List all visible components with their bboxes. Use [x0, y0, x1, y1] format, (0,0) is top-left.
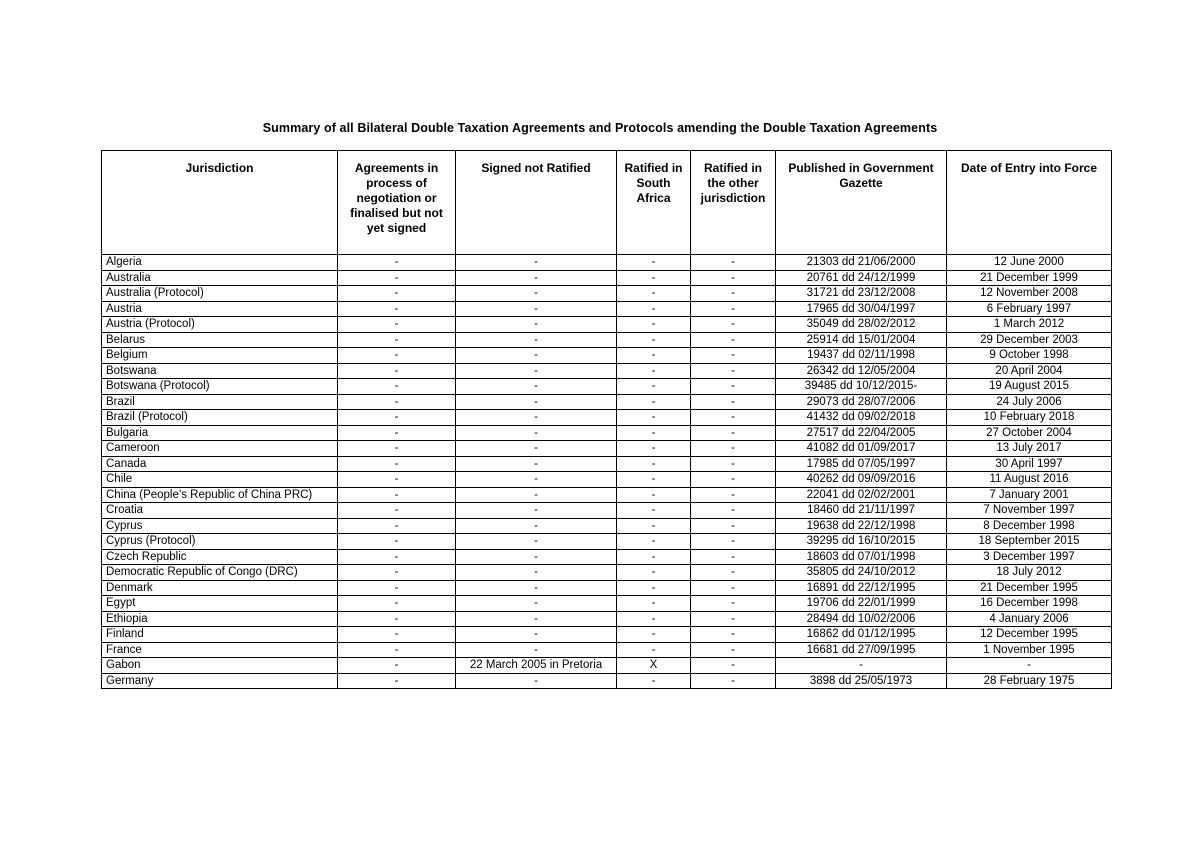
jurisdiction-cell: Austria	[102, 301, 338, 317]
jurisdiction-cell: Canada	[102, 456, 338, 472]
entry-into-force-cell: 18 September 2015	[947, 534, 1112, 550]
ratified-other-cell: -	[691, 332, 776, 348]
in-process-cell: -	[338, 363, 456, 379]
in-process-cell: -	[338, 332, 456, 348]
signed-not-ratified-cell: -	[456, 270, 617, 286]
table-row	[102, 301, 1112, 317]
signed-not-ratified-cell: -	[456, 565, 617, 581]
table-row	[102, 611, 1112, 627]
signed-not-ratified-cell: 22 March 2005 in Pretoria	[456, 658, 617, 674]
ratified-other-cell: -	[691, 394, 776, 410]
in-process-cell: -	[338, 410, 456, 426]
jurisdiction-cell: Australia	[102, 270, 338, 286]
jurisdiction-cell: Egypt	[102, 596, 338, 612]
gazette-cell: 19437 dd 02/11/1998	[776, 348, 947, 364]
in-process-cell: -	[338, 472, 456, 488]
signed-not-ratified-cell: -	[456, 286, 617, 302]
gazette-cell: 21303 dd 21/06/2000	[776, 255, 947, 271]
signed-not-ratified-cell: -	[456, 518, 617, 534]
jurisdiction-cell: Gabon	[102, 658, 338, 674]
table-row	[102, 503, 1112, 519]
jurisdiction-cell: Finland	[102, 627, 338, 643]
gazette-cell: 39295 dd 16/10/2015	[776, 534, 947, 550]
ratified-sa-cell: -	[617, 270, 691, 286]
ratified-other-cell: -	[691, 286, 776, 302]
entry-into-force-cell: 10 February 2018	[947, 410, 1112, 426]
table-row	[102, 456, 1112, 472]
gazette-cell: 18603 dd 07/01/1998	[776, 549, 947, 565]
header-ratified-in-south-africa: Ratified in South Africa	[617, 151, 691, 255]
header-jurisdiction: Jurisdiction	[102, 151, 338, 255]
jurisdiction-cell: Austria (Protocol)	[102, 317, 338, 333]
table-row	[102, 379, 1112, 395]
entry-into-force-cell: 3 December 1997	[947, 549, 1112, 565]
table-row	[102, 394, 1112, 410]
table-row	[102, 332, 1112, 348]
jurisdiction-cell: Brazil (Protocol)	[102, 410, 338, 426]
jurisdiction-cell: Czech Republic	[102, 549, 338, 565]
entry-into-force-cell: 12 December 1995	[947, 627, 1112, 643]
in-process-cell: -	[338, 348, 456, 364]
ratified-other-cell: -	[691, 379, 776, 395]
ratified-sa-cell: -	[617, 317, 691, 333]
entry-into-force-cell: 16 December 1998	[947, 596, 1112, 612]
ratified-sa-cell: -	[617, 518, 691, 534]
in-process-cell: -	[338, 673, 456, 689]
table-row	[102, 627, 1112, 643]
header-published-in-gazette: Published in Government Gazette	[776, 151, 947, 255]
header-agreements-in-process: Agreements in process of negotiation or finalised but not yet signed	[338, 151, 456, 255]
ratified-other-cell: -	[691, 472, 776, 488]
ratified-sa-cell: -	[617, 425, 691, 441]
signed-not-ratified-cell: -	[456, 348, 617, 364]
ratified-sa-cell: -	[617, 332, 691, 348]
entry-into-force-cell: 27 October 2004	[947, 425, 1112, 441]
entry-into-force-cell: 29 December 2003	[947, 332, 1112, 348]
entry-into-force-cell: 12 November 2008	[947, 286, 1112, 302]
ratified-other-cell: -	[691, 348, 776, 364]
table-row	[102, 580, 1112, 596]
entry-into-force-cell: 1 March 2012	[947, 317, 1112, 333]
ratified-sa-cell: -	[617, 611, 691, 627]
ratified-sa-cell: -	[617, 286, 691, 302]
jurisdiction-cell: Denmark	[102, 580, 338, 596]
jurisdiction-cell: Botswana	[102, 363, 338, 379]
ratified-other-cell: -	[691, 441, 776, 457]
signed-not-ratified-cell: -	[456, 456, 617, 472]
gazette-cell: 17965 dd 30/04/1997	[776, 301, 947, 317]
entry-into-force-cell: 21 December 1995	[947, 580, 1112, 596]
entry-into-force-cell: 9 October 1998	[947, 348, 1112, 364]
gazette-cell: 27517 dd 22/04/2005	[776, 425, 947, 441]
gazette-cell: 40262 dd 09/09/2016	[776, 472, 947, 488]
signed-not-ratified-cell: -	[456, 379, 617, 395]
in-process-cell: -	[338, 255, 456, 271]
entry-into-force-cell: 18 July 2012	[947, 565, 1112, 581]
table-row	[102, 410, 1112, 426]
ratified-sa-cell: -	[617, 441, 691, 457]
signed-not-ratified-cell: -	[456, 487, 617, 503]
jurisdiction-cell: Germany	[102, 673, 338, 689]
in-process-cell: -	[338, 394, 456, 410]
ratified-sa-cell: -	[617, 673, 691, 689]
ratified-other-cell: -	[691, 301, 776, 317]
signed-not-ratified-cell: -	[456, 642, 617, 658]
ratified-other-cell: -	[691, 425, 776, 441]
table-row	[102, 673, 1112, 689]
ratified-sa-cell: -	[617, 580, 691, 596]
table-row	[102, 270, 1112, 286]
entry-into-force-cell: 7 January 2001	[947, 487, 1112, 503]
signed-not-ratified-cell: -	[456, 472, 617, 488]
jurisdiction-cell: Belgium	[102, 348, 338, 364]
signed-not-ratified-cell: -	[456, 580, 617, 596]
table-row	[102, 348, 1112, 364]
in-process-cell: -	[338, 503, 456, 519]
signed-not-ratified-cell: -	[456, 627, 617, 643]
in-process-cell: -	[338, 549, 456, 565]
gazette-cell: 29073 dd 28/07/2006	[776, 394, 947, 410]
ratified-sa-cell: -	[617, 596, 691, 612]
table-row	[102, 549, 1112, 565]
gazette-cell: 26342 dd 12/05/2004	[776, 363, 947, 379]
ratified-sa-cell: -	[617, 549, 691, 565]
jurisdiction-cell: Democratic Republic of Congo (DRC)	[102, 565, 338, 581]
document-title: Summary of all Bilateral Double Taxation Agreements and Protocols amending the Double Taxation Agreements	[262, 121, 938, 135]
ratified-sa-cell: -	[617, 348, 691, 364]
in-process-cell: -	[338, 658, 456, 674]
entry-into-force-cell: 8 December 1998	[947, 518, 1112, 534]
ratified-other-cell: -	[691, 611, 776, 627]
in-process-cell: -	[338, 611, 456, 627]
table-row	[102, 425, 1112, 441]
entry-into-force-cell: 19 August 2015	[947, 379, 1112, 395]
entry-into-force-cell: 20 April 2004	[947, 363, 1112, 379]
entry-into-force-cell: 28 February 1975	[947, 673, 1112, 689]
ratified-sa-cell: -	[617, 503, 691, 519]
ratified-other-cell: -	[691, 596, 776, 612]
in-process-cell: -	[338, 534, 456, 550]
jurisdiction-cell: Cyprus	[102, 518, 338, 534]
ratified-sa-cell: -	[617, 410, 691, 426]
table-row	[102, 441, 1112, 457]
ratified-sa-cell: -	[617, 534, 691, 550]
signed-not-ratified-cell: -	[456, 363, 617, 379]
jurisdiction-cell: France	[102, 642, 338, 658]
in-process-cell: -	[338, 642, 456, 658]
ratified-sa-cell: -	[617, 487, 691, 503]
in-process-cell: -	[338, 286, 456, 302]
table-row	[102, 363, 1112, 379]
ratified-sa-cell: -	[617, 255, 691, 271]
entry-into-force-cell: 4 January 2006	[947, 611, 1112, 627]
ratified-other-cell: -	[691, 317, 776, 333]
ratified-sa-cell: -	[617, 379, 691, 395]
header-date-of-entry-into-force: Date of Entry into Force	[947, 151, 1112, 255]
entry-into-force-cell: 11 August 2016	[947, 472, 1112, 488]
ratified-sa-cell: X	[617, 658, 691, 674]
in-process-cell: -	[338, 441, 456, 457]
gazette-cell: 25914 dd 15/01/2004	[776, 332, 947, 348]
entry-into-force-cell: -	[947, 658, 1112, 674]
in-process-cell: -	[338, 580, 456, 596]
signed-not-ratified-cell: -	[456, 549, 617, 565]
entry-into-force-cell: 21 December 1999	[947, 270, 1112, 286]
jurisdiction-cell: Belarus	[102, 332, 338, 348]
signed-not-ratified-cell: -	[456, 425, 617, 441]
gazette-cell: 16891 dd 22/12/1995	[776, 580, 947, 596]
table-row	[102, 642, 1112, 658]
table-row	[102, 487, 1112, 503]
signed-not-ratified-cell: -	[456, 534, 617, 550]
entry-into-force-cell: 7 November 1997	[947, 503, 1112, 519]
table-row	[102, 534, 1112, 550]
gazette-cell: 3898 dd 25/05/1973	[776, 673, 947, 689]
table-row	[102, 518, 1112, 534]
gazette-cell: 35049 dd 28/02/2012	[776, 317, 947, 333]
jurisdiction-cell: Brazil	[102, 394, 338, 410]
jurisdiction-cell: Chile	[102, 472, 338, 488]
entry-into-force-cell: 1 November 1995	[947, 642, 1112, 658]
gazette-cell: 41432 dd 09/02/2018	[776, 410, 947, 426]
gazette-cell: 17985 dd 07/05/1997	[776, 456, 947, 472]
ratified-sa-cell: -	[617, 642, 691, 658]
table-row	[102, 286, 1112, 302]
jurisdiction-cell: Botswana (Protocol)	[102, 379, 338, 395]
signed-not-ratified-cell: -	[456, 301, 617, 317]
gazette-cell: 41082 dd 01/09/2017	[776, 441, 947, 457]
jurisdiction-cell: Cameroon	[102, 441, 338, 457]
jurisdiction-cell: Bulgaria	[102, 425, 338, 441]
table-row	[102, 658, 1112, 674]
signed-not-ratified-cell: -	[456, 441, 617, 457]
signed-not-ratified-cell: -	[456, 394, 617, 410]
in-process-cell: -	[338, 565, 456, 581]
gazette-cell: 18460 dd 21/11/1997	[776, 503, 947, 519]
ratified-other-cell: -	[691, 658, 776, 674]
in-process-cell: -	[338, 487, 456, 503]
table-row	[102, 565, 1112, 581]
gazette-cell: 19706 dd 22/01/1999	[776, 596, 947, 612]
table-row	[102, 255, 1112, 271]
entry-into-force-cell: 30 April 1997	[947, 456, 1112, 472]
ratified-other-cell: -	[691, 642, 776, 658]
entry-into-force-cell: 12 June 2000	[947, 255, 1112, 271]
ratified-other-cell: -	[691, 580, 776, 596]
signed-not-ratified-cell: -	[456, 673, 617, 689]
table-row	[102, 472, 1112, 488]
signed-not-ratified-cell: -	[456, 332, 617, 348]
ratified-sa-cell: -	[617, 301, 691, 317]
table-header-row	[102, 151, 1112, 255]
ratified-sa-cell: -	[617, 472, 691, 488]
in-process-cell: -	[338, 301, 456, 317]
ratified-other-cell: -	[691, 673, 776, 689]
table-row	[102, 317, 1112, 333]
in-process-cell: -	[338, 518, 456, 534]
header-signed-not-ratified: Signed not Ratified	[456, 151, 617, 255]
signed-not-ratified-cell: -	[456, 317, 617, 333]
jurisdiction-cell: Algeria	[102, 255, 338, 271]
in-process-cell: -	[338, 270, 456, 286]
jurisdiction-cell: Cyprus (Protocol)	[102, 534, 338, 550]
signed-not-ratified-cell: -	[456, 596, 617, 612]
ratified-other-cell: -	[691, 565, 776, 581]
ratified-other-cell: -	[691, 487, 776, 503]
gazette-cell: 16862 dd 01/12/1995	[776, 627, 947, 643]
ratified-other-cell: -	[691, 518, 776, 534]
dta-summary-table	[101, 150, 1112, 689]
jurisdiction-cell: China (People’s Republic of China PRC)	[102, 487, 338, 503]
table-row	[102, 596, 1112, 612]
ratified-sa-cell: -	[617, 456, 691, 472]
gazette-cell: 20761 dd 24/12/1999	[776, 270, 947, 286]
ratified-other-cell: -	[691, 503, 776, 519]
ratified-sa-cell: -	[617, 394, 691, 410]
signed-not-ratified-cell: -	[456, 611, 617, 627]
ratified-sa-cell: -	[617, 627, 691, 643]
gazette-cell: -	[776, 658, 947, 674]
in-process-cell: -	[338, 596, 456, 612]
signed-not-ratified-cell: -	[456, 255, 617, 271]
ratified-other-cell: -	[691, 410, 776, 426]
gazette-cell: 31721 dd 23/12/2008	[776, 286, 947, 302]
ratified-sa-cell: -	[617, 363, 691, 379]
ratified-other-cell: -	[691, 270, 776, 286]
signed-not-ratified-cell: -	[456, 503, 617, 519]
ratified-other-cell: -	[691, 255, 776, 271]
in-process-cell: -	[338, 627, 456, 643]
ratified-sa-cell: -	[617, 565, 691, 581]
signed-not-ratified-cell: -	[456, 410, 617, 426]
ratified-other-cell: -	[691, 534, 776, 550]
ratified-other-cell: -	[691, 363, 776, 379]
ratified-other-cell: -	[691, 549, 776, 565]
gazette-cell: 22041 dd 02/02/2001	[776, 487, 947, 503]
jurisdiction-cell: Australia (Protocol)	[102, 286, 338, 302]
entry-into-force-cell: 24 July 2006	[947, 394, 1112, 410]
ratified-other-cell: -	[691, 456, 776, 472]
header-ratified-other-jurisdiction: Ratified in the other jurisdiction	[691, 151, 776, 255]
jurisdiction-cell: Croatia	[102, 503, 338, 519]
in-process-cell: -	[338, 425, 456, 441]
gazette-cell: 35805 dd 24/10/2012	[776, 565, 947, 581]
in-process-cell: -	[338, 456, 456, 472]
gazette-cell: 39485 dd 10/12/2015-	[776, 379, 947, 395]
gazette-cell: 19638 dd 22/12/1998	[776, 518, 947, 534]
gazette-cell: 28494 dd 10/02/2006	[776, 611, 947, 627]
entry-into-force-cell: 6 February 1997	[947, 301, 1112, 317]
jurisdiction-cell: Ethiopia	[102, 611, 338, 627]
table-body	[102, 255, 1112, 689]
ratified-other-cell: -	[691, 627, 776, 643]
in-process-cell: -	[338, 317, 456, 333]
gazette-cell: 16681 dd 27/09/1995	[776, 642, 947, 658]
in-process-cell: -	[338, 379, 456, 395]
entry-into-force-cell: 13 July 2017	[947, 441, 1112, 457]
